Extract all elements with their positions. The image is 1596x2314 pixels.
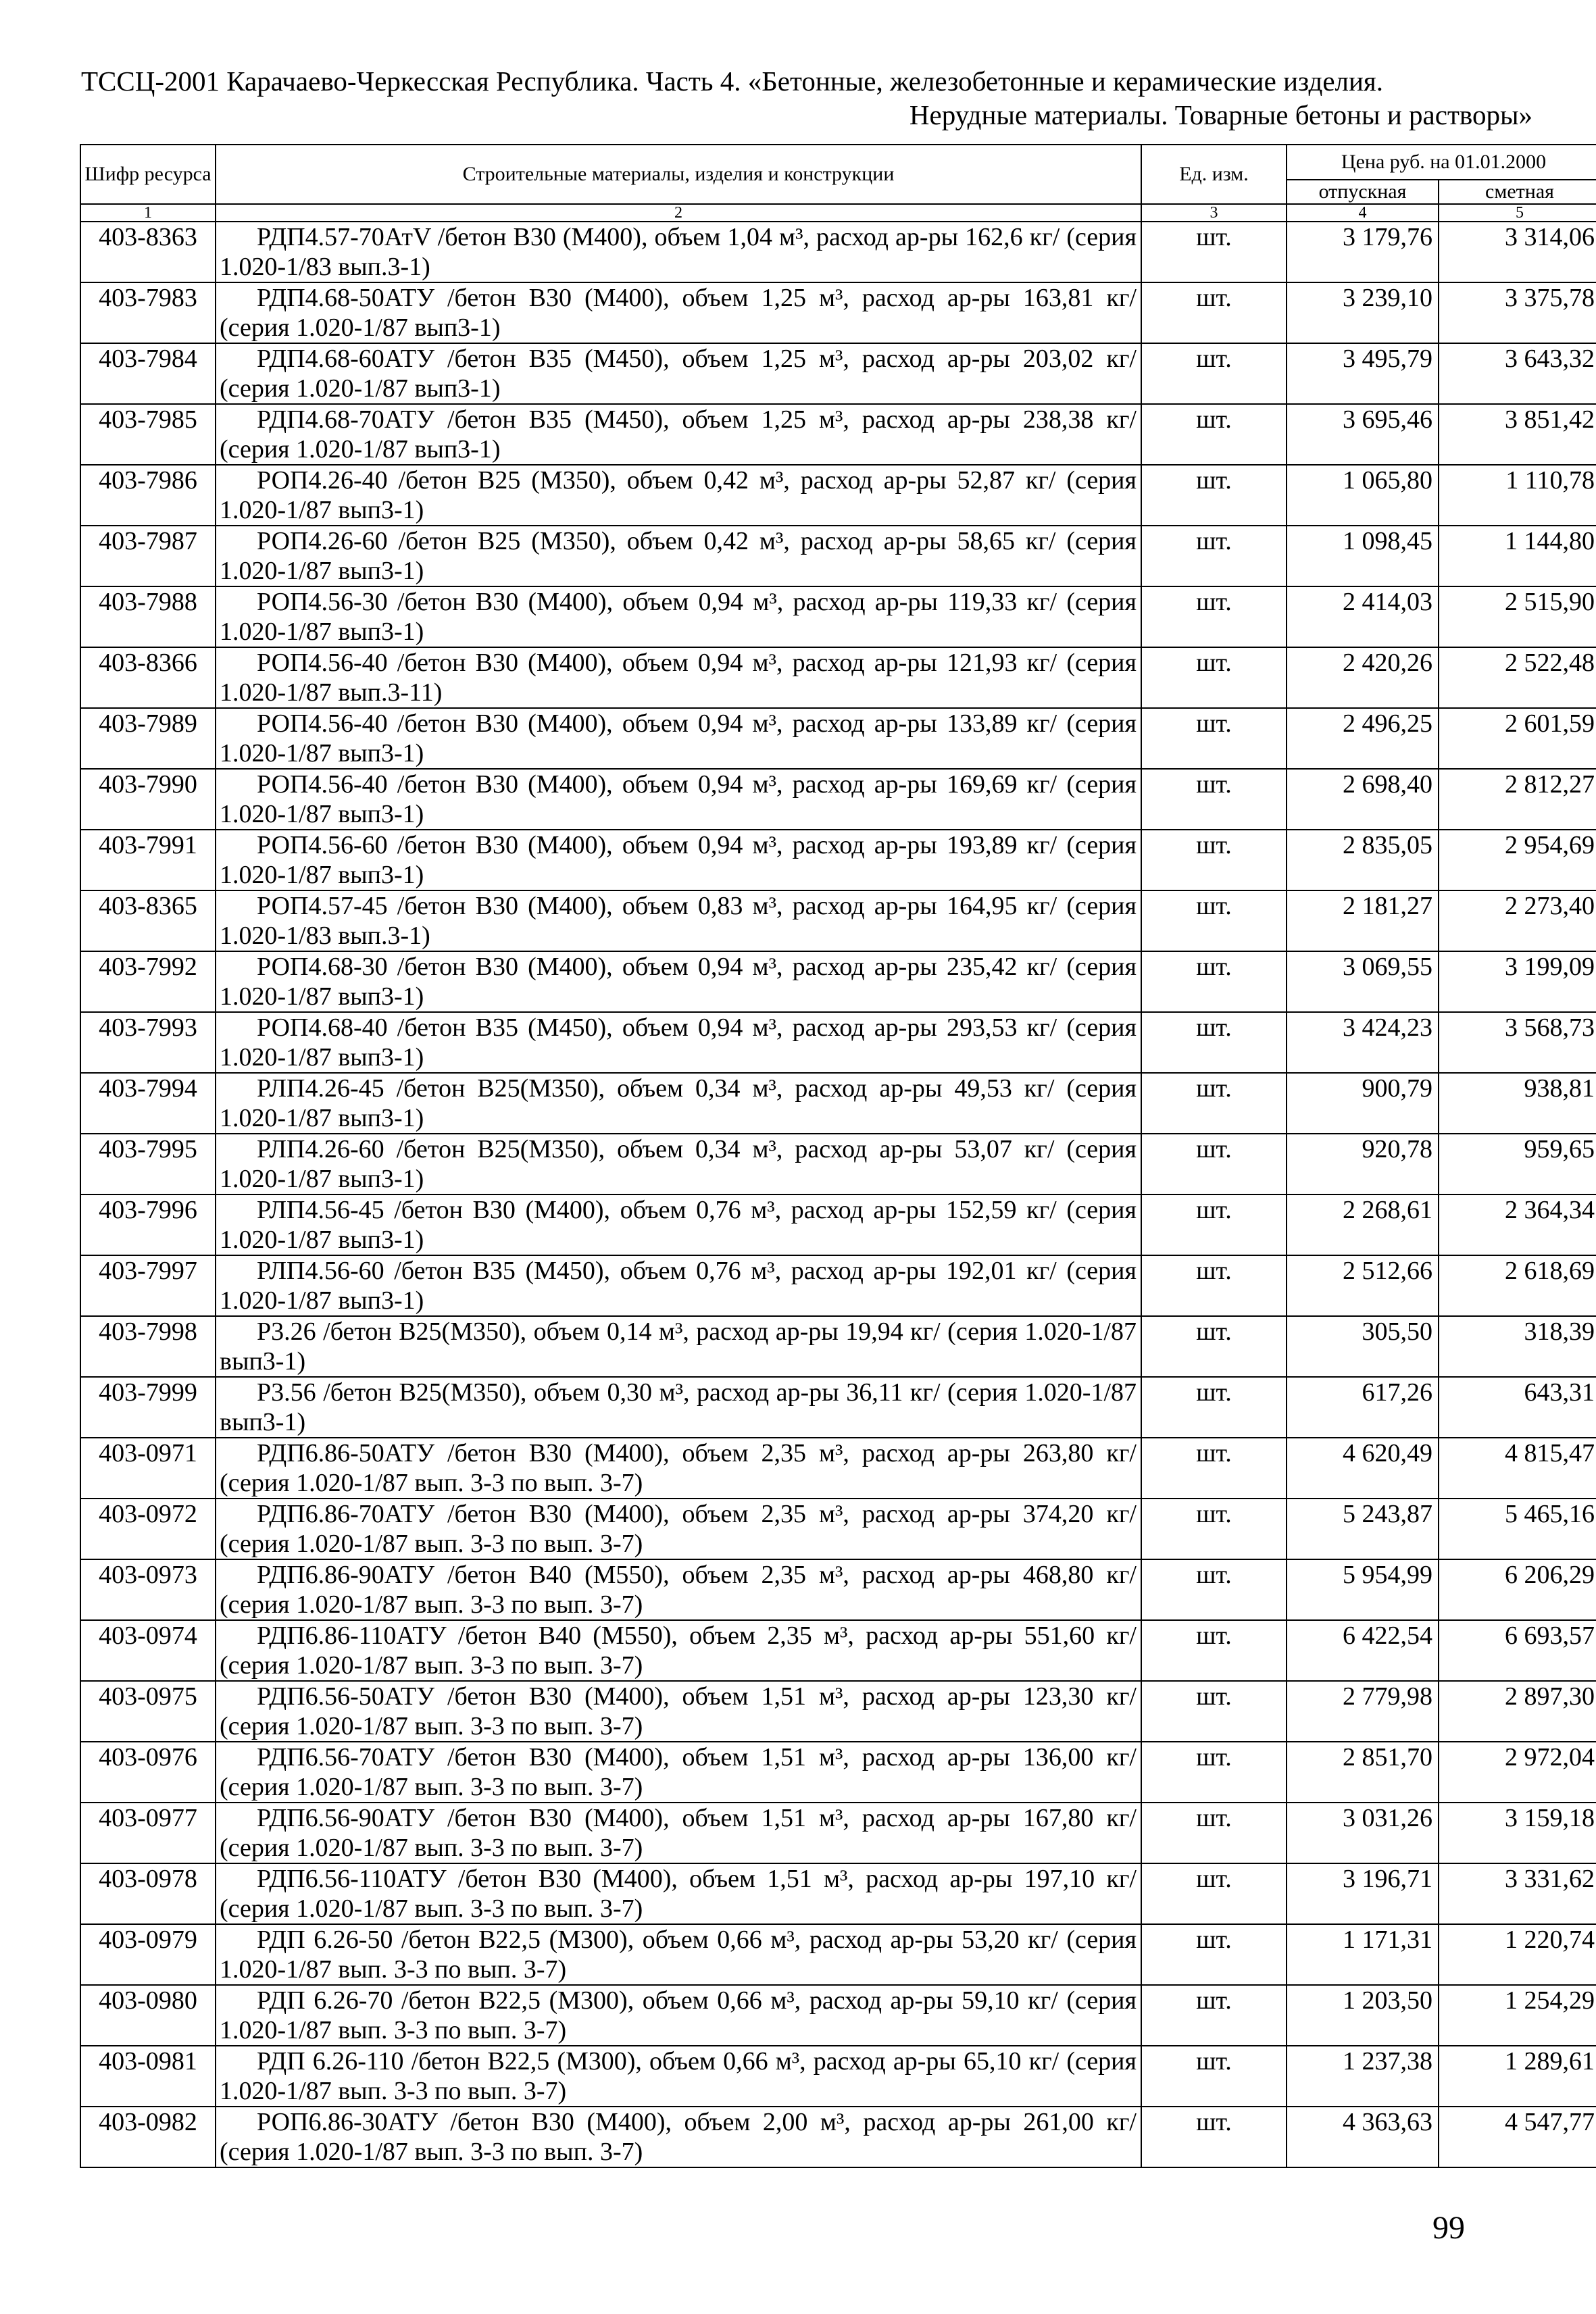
table-row xyxy=(80,1255,1596,1316)
material-description: РОП4.56-40 /бетон В30 (М400), объем 0,94 м³, расход ар-ры 169,69 кг/ (серия 1.020-1/87 вып3-1) xyxy=(216,769,1141,830)
material-description: Р3.26 /бетон В25(М350), объем 0,14 м³, расход ар-ры 19,94 кг/ (серия 1.020-1/87 вып3-1) xyxy=(216,1316,1141,1377)
material-description: РДП6.86-110АТУ /бетон В40 (М550), объем 2,35 м³, расход ар-ры 551,60 кг/ (серия 1.020-1/87 вып. 3-3 по вып. 3-7) xyxy=(216,1620,1141,1681)
unit-of-measure: шт. xyxy=(1141,1134,1287,1194)
release-price: 2 496,25 xyxy=(1287,708,1439,769)
resource-code: 403-7995 xyxy=(80,1134,216,1194)
table-row xyxy=(80,1681,1596,1742)
unit-of-measure: шт. xyxy=(1141,282,1287,343)
release-price: 920,78 xyxy=(1287,1134,1439,1194)
material-description: РОП6.86-30АТУ /бетон В30 (М400), объем 2,00 м³, расход ар-ры 261,00 кг/ (серия 1.020-1/87 вып. 3-3 по вып. 3-7) xyxy=(216,2107,1141,2167)
unit-of-measure: шт. xyxy=(1141,1438,1287,1499)
resource-code: 403-8365 xyxy=(80,890,216,951)
unit-of-measure: шт. xyxy=(1141,586,1287,647)
table-row xyxy=(80,465,1596,526)
column-number-2: 2 xyxy=(216,204,1141,222)
unit-of-measure: шт. xyxy=(1141,465,1287,526)
unit-of-measure: шт. xyxy=(1141,1985,1287,2046)
table-row xyxy=(80,830,1596,890)
release-price: 2 414,03 xyxy=(1287,586,1439,647)
material-description: РОП4.56-40 /бетон В30 (М400), объем 0,94 м³, расход ар-ры 133,89 кг/ (серия 1.020-1/87 вып3-1) xyxy=(216,708,1141,769)
resource-code: 403-7984 xyxy=(80,343,216,404)
resource-code: 403-7991 xyxy=(80,830,216,890)
material-description: РОП4.26-60 /бетон В25 (М350), объем 0,42 м³, расход ар-ры 58,65 кг/ (серия 1.020-1/87 вып3-1) xyxy=(216,526,1141,586)
unit-of-measure: шт. xyxy=(1141,769,1287,830)
material-description: РОП4.56-40 /бетон В30 (М400), объем 0,94 м³, расход ар-ры 121,93 кг/ (серия 1.020-1/87 вып.3-11) xyxy=(216,647,1141,708)
estimate-price: 4 815,47 xyxy=(1439,1438,1596,1499)
resource-code: 403-8363 xyxy=(80,222,216,282)
table-row xyxy=(80,404,1596,465)
table-row xyxy=(80,343,1596,404)
release-price: 3 179,76 xyxy=(1287,222,1439,282)
material-description: РДП6.56-50АТУ /бетон В30 (М400), объем 1,51 м³, расход ар-ры 123,30 кг/ (серия 1.020-1/87 вып. 3-3 по вып. 3-7) xyxy=(216,1681,1141,1742)
table-row xyxy=(80,1012,1596,1073)
table-row xyxy=(80,2107,1596,2167)
table-row xyxy=(80,1499,1596,1559)
header-title-line1: ТССЦ-2001 Карачаево-Черкесская Республика. Часть 4. «Бетонные, железобетонные и керамические изделия. xyxy=(81,66,1384,97)
unit-of-measure: шт. xyxy=(1141,1863,1287,1924)
estimate-price: 2 812,27 xyxy=(1439,769,1596,830)
table-row xyxy=(80,1194,1596,1255)
release-price: 3 069,55 xyxy=(1287,951,1439,1012)
estimate-price: 6 206,29 xyxy=(1439,1559,1596,1620)
material-description: РДП4.57-70АтV /бетон В30 (М400), объем 1,04 м³, расход ар-ры 162,6 кг/ (серия 1.020-1/83 вып.3-1) xyxy=(216,222,1141,282)
estimate-price: 643,31 xyxy=(1439,1377,1596,1438)
resource-code: 403-7992 xyxy=(80,951,216,1012)
release-price: 3 495,79 xyxy=(1287,343,1439,404)
unit-of-measure: шт. xyxy=(1141,708,1287,769)
unit-of-measure: шт. xyxy=(1141,2046,1287,2107)
estimate-price: 318,39 xyxy=(1439,1316,1596,1377)
estimate-price: 3 643,32 xyxy=(1439,343,1596,404)
release-price: 4 620,49 xyxy=(1287,1438,1439,1499)
material-description: РДП4.68-50АТУ /бетон В30 (М400), объем 1,25 м³, расход ар-ры 163,81 кг/ (серия 1.020-1/87 вып3-1) xyxy=(216,282,1141,343)
estimate-price: 2 954,69 xyxy=(1439,830,1596,890)
resource-code: 403-7987 xyxy=(80,526,216,586)
release-price: 305,50 xyxy=(1287,1316,1439,1377)
material-description: РЛП4.56-45 /бетон В30 (М400), объем 0,76 м³, расход ар-ры 152,59 кг/ (серия 1.020-1/87 вып3-1) xyxy=(216,1194,1141,1255)
estimate-price: 2 618,69 xyxy=(1439,1255,1596,1316)
unit-of-measure: шт. xyxy=(1141,1924,1287,1985)
estimate-price: 2 897,30 xyxy=(1439,1681,1596,1742)
estimate-price: 3 375,78 xyxy=(1439,282,1596,343)
release-price: 6 422,54 xyxy=(1287,1620,1439,1681)
release-price: 3 239,10 xyxy=(1287,282,1439,343)
header-estimate-price: сметная xyxy=(1439,180,1596,204)
resource-code: 403-0979 xyxy=(80,1924,216,1985)
material-description: РДП 6.26-70 /бетон В22,5 (М300), объем 0,66 м³, расход ар-ры 59,10 кг/ (серия 1.020-1/87 вып. 3-3 по вып. 3-7) xyxy=(216,1985,1141,2046)
material-description: РДП6.56-70АТУ /бетон В30 (М400), объем 1,51 м³, расход ар-ры 136,00 кг/ (серия 1.020-1/87 вып. 3-3 по вып. 3-7) xyxy=(216,1742,1141,1803)
estimate-price: 2 515,90 xyxy=(1439,586,1596,647)
page-header xyxy=(81,64,1532,132)
material-description: РОП4.26-40 /бетон В25 (М350), объем 0,42 м³, расход ар-ры 52,87 кг/ (серия 1.020-1/87 вып3-1) xyxy=(216,465,1141,526)
resource-code: 403-7996 xyxy=(80,1194,216,1255)
table-row xyxy=(80,586,1596,647)
resource-code: 403-0974 xyxy=(80,1620,216,1681)
table-row xyxy=(80,890,1596,951)
resource-code: 403-0975 xyxy=(80,1681,216,1742)
table-row xyxy=(80,951,1596,1012)
unit-of-measure: шт. xyxy=(1141,890,1287,951)
resource-code: 403-0976 xyxy=(80,1742,216,1803)
resource-code: 403-0978 xyxy=(80,1863,216,1924)
table-row xyxy=(80,526,1596,586)
release-price: 1 065,80 xyxy=(1287,465,1439,526)
page-number: 99 xyxy=(1432,2210,1465,2246)
estimate-price: 1 220,74 xyxy=(1439,1924,1596,1985)
estimate-price: 2 972,04 xyxy=(1439,1742,1596,1803)
release-price: 3 031,26 xyxy=(1287,1803,1439,1863)
table-row xyxy=(80,769,1596,830)
material-description: РОП4.56-60 /бетон В30 (М400), объем 0,94 м³, расход ар-ры 193,89 кг/ (серия 1.020-1/87 вып3-1) xyxy=(216,830,1141,890)
material-description: РЛП4.56-60 /бетон В35 (М450), объем 0,76 м³, расход ар-ры 192,01 кг/ (серия 1.020-1/87 вып3-1) xyxy=(216,1255,1141,1316)
header-title-line2: Нерудные материалы. Товарные бетоны и растворы» xyxy=(909,99,1532,130)
header-code: Шифр ресурса xyxy=(80,145,216,204)
unit-of-measure: шт. xyxy=(1141,1681,1287,1742)
unit-of-measure: шт. xyxy=(1141,1742,1287,1803)
unit-of-measure: шт. xyxy=(1141,1620,1287,1681)
unit-of-measure: шт. xyxy=(1141,1499,1287,1559)
release-price: 2 851,70 xyxy=(1287,1742,1439,1803)
column-number-4: 4 xyxy=(1287,204,1439,222)
table-body xyxy=(80,222,1596,2167)
resource-code: 403-7986 xyxy=(80,465,216,526)
unit-of-measure: шт. xyxy=(1141,1255,1287,1316)
material-description: РДП6.86-70АТУ /бетон В30 (М400), объем 2,35 м³, расход ар-ры 374,20 кг/ (серия 1.020-1/87 вып. 3-3 по вып. 3-7) xyxy=(216,1499,1141,1559)
release-price: 2 181,27 xyxy=(1287,890,1439,951)
resource-code: 403-0971 xyxy=(80,1438,216,1499)
release-price: 3 424,23 xyxy=(1287,1012,1439,1073)
estimate-price: 1 144,80 xyxy=(1439,526,1596,586)
material-description: РДП4.68-70АТУ /бетон В35 (М450), объем 1,25 м³, расход ар-ры 238,38 кг/ (серия 1.020-1/87 вып3-1) xyxy=(216,404,1141,465)
column-number-3: 3 xyxy=(1141,204,1287,222)
release-price: 4 363,63 xyxy=(1287,2107,1439,2167)
material-description: РОП4.68-40 /бетон В35 (М450), объем 0,94 м³, расход ар-ры 293,53 кг/ (серия 1.020-1/87 вып3-1) xyxy=(216,1012,1141,1073)
estimate-price: 2 364,34 xyxy=(1439,1194,1596,1255)
material-description: РДП4.68-60АТУ /бетон В35 (М450), объем 1,25 м³, расход ар-ры 203,02 кг/ (серия 1.020-1/87 вып3-1) xyxy=(216,343,1141,404)
resource-code: 403-7998 xyxy=(80,1316,216,1377)
table-row xyxy=(80,1559,1596,1620)
resource-code: 403-0981 xyxy=(80,2046,216,2107)
release-price: 5 954,99 xyxy=(1287,1559,1439,1620)
estimate-price: 6 693,57 xyxy=(1439,1620,1596,1681)
resource-code: 403-7997 xyxy=(80,1255,216,1316)
estimate-price: 959,65 xyxy=(1439,1134,1596,1194)
estimate-price: 1 289,61 xyxy=(1439,2046,1596,2107)
estimate-price: 3 568,73 xyxy=(1439,1012,1596,1073)
table-row xyxy=(80,1742,1596,1803)
unit-of-measure: шт. xyxy=(1141,343,1287,404)
estimate-price: 3 199,09 xyxy=(1439,951,1596,1012)
resource-code: 403-8366 xyxy=(80,647,216,708)
material-description: РДП6.56-90АТУ /бетон В30 (М400), объем 1,51 м³, расход ар-ры 167,80 кг/ (серия 1.020-1/87 вып. 3-3 по вып. 3-7) xyxy=(216,1803,1141,1863)
table-row xyxy=(80,282,1596,343)
table-row xyxy=(80,222,1596,282)
resource-code: 403-7994 xyxy=(80,1073,216,1134)
resource-code: 403-0973 xyxy=(80,1559,216,1620)
table-row xyxy=(80,1316,1596,1377)
table-row xyxy=(80,708,1596,769)
unit-of-measure: шт. xyxy=(1141,830,1287,890)
column-number-1: 1 xyxy=(80,204,216,222)
table-row xyxy=(80,1803,1596,1863)
table-row xyxy=(80,1438,1596,1499)
release-price: 2 512,66 xyxy=(1287,1255,1439,1316)
release-price: 1 237,38 xyxy=(1287,2046,1439,2107)
resource-code: 403-0972 xyxy=(80,1499,216,1559)
estimate-price: 4 547,77 xyxy=(1439,2107,1596,2167)
unit-of-measure: шт. xyxy=(1141,951,1287,1012)
release-price: 2 779,98 xyxy=(1287,1681,1439,1742)
unit-of-measure: шт. xyxy=(1141,222,1287,282)
estimate-price: 2 601,59 xyxy=(1439,708,1596,769)
unit-of-measure: шт. xyxy=(1141,2107,1287,2167)
resource-code: 403-7989 xyxy=(80,708,216,769)
estimate-price: 2 273,40 xyxy=(1439,890,1596,951)
material-description: РОП4.68-30 /бетон В30 (М400), объем 0,94 м³, расход ар-ры 235,42 кг/ (серия 1.020-1/87 вып3-1) xyxy=(216,951,1141,1012)
header-release-price: отпускная xyxy=(1287,180,1439,204)
unit-of-measure: шт. xyxy=(1141,1012,1287,1073)
table-row xyxy=(80,1134,1596,1194)
unit-of-measure: шт. xyxy=(1141,1377,1287,1438)
resource-code: 403-7990 xyxy=(80,769,216,830)
release-price: 1 203,50 xyxy=(1287,1985,1439,2046)
material-description: РОП4.56-30 /бетон В30 (М400), объем 0,94 м³, расход ар-ры 119,33 кг/ (серия 1.020-1/87 вып3-1) xyxy=(216,586,1141,647)
release-price: 900,79 xyxy=(1287,1073,1439,1134)
material-description: Р3.56 /бетон В25(М350), объем 0,30 м³, расход ар-ры 36,11 кг/ (серия 1.020-1/87 вып3-1) xyxy=(216,1377,1141,1438)
table-row xyxy=(80,1377,1596,1438)
table-row xyxy=(80,647,1596,708)
estimate-price: 938,81 xyxy=(1439,1073,1596,1134)
resource-code: 403-0980 xyxy=(80,1985,216,2046)
resource-code: 403-7983 xyxy=(80,282,216,343)
material-description: РДП6.86-50АТУ /бетон В30 (М400), объем 2,35 м³, расход ар-ры 263,80 кг/ (серия 1.020-1/87 вып. 3-3 по вып. 3-7) xyxy=(216,1438,1141,1499)
unit-of-measure: шт. xyxy=(1141,647,1287,708)
estimate-price: 1 254,29 xyxy=(1439,1985,1596,2046)
release-price: 617,26 xyxy=(1287,1377,1439,1438)
release-price: 5 243,87 xyxy=(1287,1499,1439,1559)
unit-of-measure: шт. xyxy=(1141,1073,1287,1134)
release-price: 2 835,05 xyxy=(1287,830,1439,890)
material-description: РДП 6.26-50 /бетон В22,5 (М300), объем 0,66 м³, расход ар-ры 53,20 кг/ (серия 1.020-1/87 вып. 3-3 по вып. 3-7) xyxy=(216,1924,1141,1985)
unit-of-measure: шт. xyxy=(1141,1559,1287,1620)
estimate-price: 1 110,78 xyxy=(1439,465,1596,526)
table-row xyxy=(80,2046,1596,2107)
price-table xyxy=(80,144,1596,2168)
column-number-5: 5 xyxy=(1439,204,1596,222)
unit-of-measure: шт. xyxy=(1141,1803,1287,1863)
estimate-price: 3 314,06 xyxy=(1439,222,1596,282)
release-price: 2 698,40 xyxy=(1287,769,1439,830)
unit-of-measure: шт. xyxy=(1141,526,1287,586)
table-row xyxy=(80,1985,1596,2046)
table-row xyxy=(80,1924,1596,1985)
material-description: РОП4.57-45 /бетон В30 (М400), объем 0,83 м³, расход ар-ры 164,95 кг/ (серия 1.020-1/83 вып.3-1) xyxy=(216,890,1141,951)
resource-code: 403-0977 xyxy=(80,1803,216,1863)
resource-code: 403-7999 xyxy=(80,1377,216,1438)
table-row xyxy=(80,1863,1596,1924)
material-description: РДП6.56-110АТУ /бетон В30 (М400), объем 1,51 м³, расход ар-ры 197,10 кг/ (серия 1.020-1/87 вып. 3-3 по вып. 3-7) xyxy=(216,1863,1141,1924)
table-row xyxy=(80,1073,1596,1134)
estimate-price: 3 159,18 xyxy=(1439,1803,1596,1863)
header-price: Цена руб. на 01.01.2000 xyxy=(1287,145,1596,180)
header-description: Строительные материалы, изделия и конструкции xyxy=(216,145,1141,204)
estimate-price: 3 331,62 xyxy=(1439,1863,1596,1924)
unit-of-measure: шт. xyxy=(1141,1194,1287,1255)
release-price: 3 695,46 xyxy=(1287,404,1439,465)
release-price: 3 196,71 xyxy=(1287,1863,1439,1924)
resource-code: 403-7993 xyxy=(80,1012,216,1073)
estimate-price: 2 522,48 xyxy=(1439,647,1596,708)
release-price: 1 171,31 xyxy=(1287,1924,1439,1985)
material-description: РЛП4.26-60 /бетон В25(М350), объем 0,34 м³, расход ар-ры 53,07 кг/ (серия 1.020-1/87 вып3-1) xyxy=(216,1134,1141,1194)
release-price: 2 268,61 xyxy=(1287,1194,1439,1255)
material-description: РДП6.86-90АТУ /бетон В40 (М550), объем 2,35 м³, расход ар-ры 468,80 кг/ (серия 1.020-1/87 вып. 3-3 по вып. 3-7) xyxy=(216,1559,1141,1620)
resource-code: 403-0982 xyxy=(80,2107,216,2167)
unit-of-measure: шт. xyxy=(1141,1316,1287,1377)
estimate-price: 5 465,16 xyxy=(1439,1499,1596,1559)
material-description: РДП 6.26-110 /бетон В22,5 (М300), объем 0,66 м³, расход ар-ры 65,10 кг/ (серия 1.020-1/87 вып. 3-3 по вып. 3-7) xyxy=(216,2046,1141,2107)
estimate-price: 3 851,42 xyxy=(1439,404,1596,465)
header-unit: Ед. изм. xyxy=(1141,145,1287,204)
resource-code: 403-7985 xyxy=(80,404,216,465)
resource-code: 403-7988 xyxy=(80,586,216,647)
material-description: РЛП4.26-45 /бетон В25(М350), объем 0,34 м³, расход ар-ры 49,53 кг/ (серия 1.020-1/87 вып3-1) xyxy=(216,1073,1141,1134)
table-row xyxy=(80,1620,1596,1681)
release-price: 2 420,26 xyxy=(1287,647,1439,708)
unit-of-measure: шт. xyxy=(1141,404,1287,465)
release-price: 1 098,45 xyxy=(1287,526,1439,586)
